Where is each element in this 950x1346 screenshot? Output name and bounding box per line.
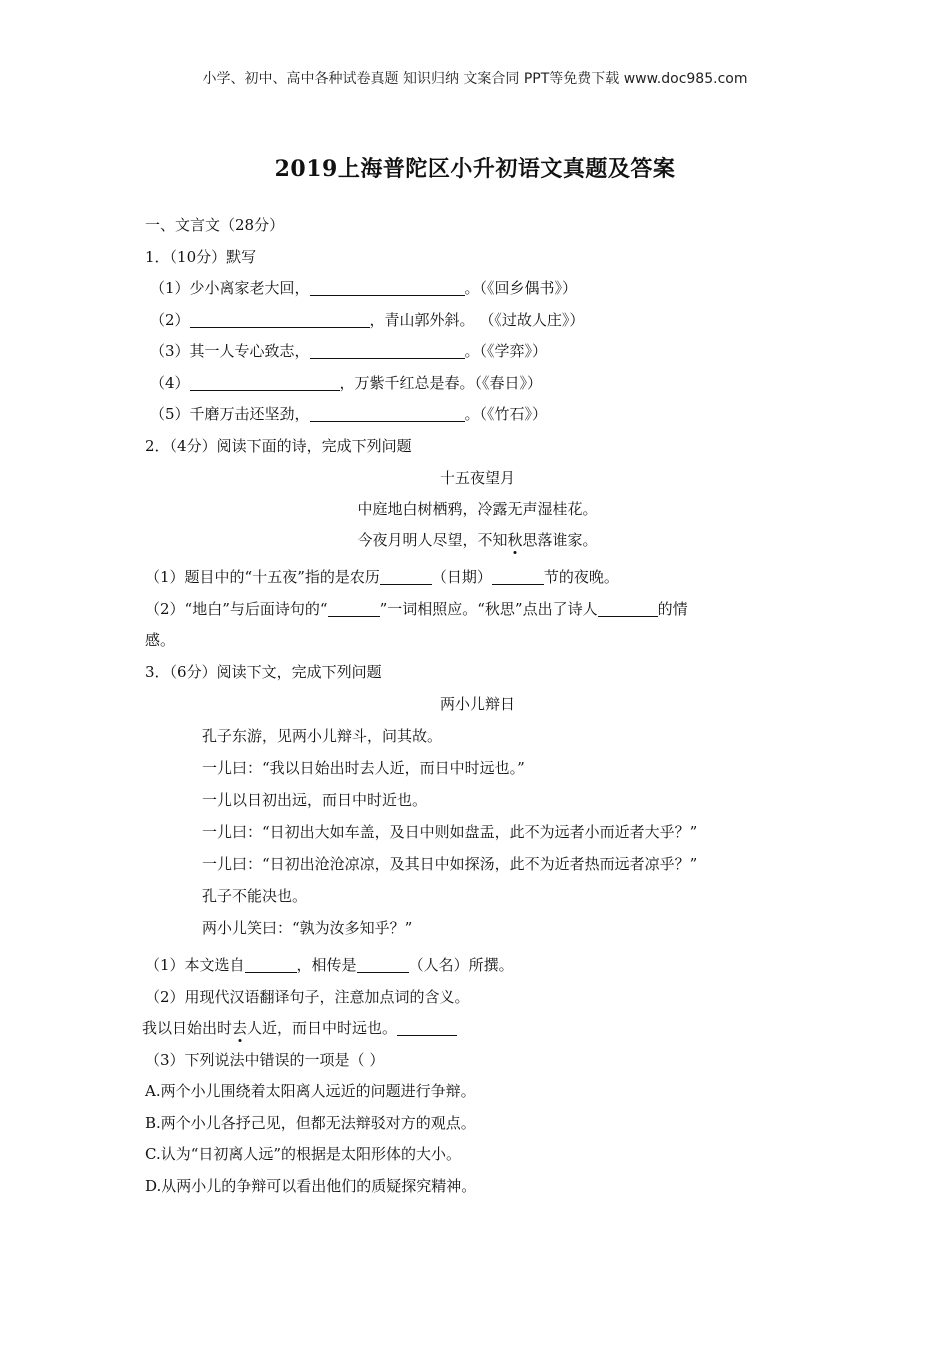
question-3-sub-2: （2）用现代汉语翻译句子，注意加点词的含义。 [145,987,470,1006]
question-1-heading: 1．（10分）默写 [145,247,257,266]
text-paragraph: 两小儿笑曰：“孰为汝多知乎？” [202,919,413,937]
text-paragraph: 孔子东游，见两小儿辩斗，问其故。 [202,727,443,745]
poem-text: 思落谁家。 [522,531,598,549]
emphasis-dot-char: 秋 [507,531,523,549]
question-3-sub-1 [145,950,810,982]
question-2-sub-2-cont: 感。 [145,631,176,649]
question-1-item-3 [145,336,810,368]
item-suffix: ，万紫千红总是春。（《春日》） [339,373,543,392]
answer-blank[interactable] [245,954,297,973]
item-prefix: （4） [150,373,190,392]
sentence-text: 我以日始出时 [142,1019,233,1037]
poem-title: 十五夜望月 [439,469,515,487]
answer-blank[interactable] [190,309,370,328]
question-3-heading: 3．（6分）阅读下文，完成下列问题 [145,662,382,681]
answer-blank[interactable] [380,566,432,585]
item-suffix: 。（《学弈》） [464,342,548,360]
question-2-sub-1 [145,562,810,594]
emphasis-dot-char: 去 [232,1019,248,1037]
text-title: 两小儿辩日 [439,695,515,713]
option-c[interactable]: C.认为“日初离人远”的根据是太阳形体的大小。 [145,1145,462,1163]
text-paragraph: 一儿曰：“日初出大如车盖，及日中则如盘盂，此不为远者小而近者大乎？” [202,823,698,841]
sub-text: （1）本文选自 [145,956,245,974]
item-prefix: （2） [150,310,190,329]
poem-line-1: 中庭地白树栖鸦，冷露无声湿桂花。 [357,500,598,518]
question-1-item-4 [145,368,810,400]
poem-line-2 [145,525,810,556]
sub-text: ，相传是 [296,956,357,974]
option-d[interactable]: D.从两小儿的争辩可以看出他们的质疑探究精神。 [145,1176,477,1195]
question-2-heading: 2．（4分）阅读下面的诗，完成下列问题 [145,436,412,455]
answer-blank[interactable] [357,954,409,973]
text-paragraph: 孔子不能决也。 [202,887,308,905]
sub-text: 节的夜晚。 [543,568,619,586]
question-1-item-2 [145,305,810,337]
question-3-sub-3: （3）下列说法中错误的一项是（ ） [145,1050,385,1069]
sub-text: （2）“地白”与后面诗句的“ [145,599,328,618]
exam-content [142,210,810,1202]
answer-blank[interactable] [397,1017,457,1036]
answer-blank[interactable] [190,372,340,391]
page-header: 小学、初中、高中各种试卷真题 知识归纳 文案合同 PPT等免费下载 www.doc985.com [202,71,748,87]
text-paragraph: 一儿以日初出远，而日中时近也。 [202,791,428,809]
option-a[interactable]: A.两个小儿围绕着太阳离人远近的问题进行争辩。 [145,1082,476,1100]
item-suffix: 。（《竹石》） [464,405,548,423]
question-2-sub-2 [145,594,810,626]
answer-blank[interactable] [492,566,544,585]
item-prefix: （1）少小离家老大回， [150,279,310,297]
option-b[interactable]: B.两个小儿各抒己见，但都无法辩驳对方的观点。 [145,1113,476,1132]
question-1-item-1 [145,273,810,305]
translation-sentence [142,1013,810,1045]
item-prefix: （5）千磨万击还坚劲， [150,405,310,423]
answer-blank[interactable] [310,403,465,422]
answer-blank[interactable] [598,598,658,617]
answer-blank[interactable] [328,598,380,617]
item-suffix: ，青山郭外斜。 （《过故人庄》） [369,310,585,329]
sub-text: （人名）所撰。 [408,956,514,974]
sub-text: （日期） [431,568,492,586]
text-paragraph: 一儿曰：“日初出沧沧凉凉，及其日中如探汤，此不为近者热而远者凉乎？” [202,855,698,873]
sub-text: 的情 [657,599,688,618]
page-title: 2019上海普陀区小升初语文真题及答案 [274,156,676,182]
answer-blank[interactable] [310,340,465,359]
text-paragraph: 一儿曰：“我以日始出时去人近，而日中时远也。” [202,759,525,777]
sub-text: （1）题目中的“十五夜”指的是农历 [145,568,380,586]
poem-text: 今夜月明人尽望，不知 [357,531,508,549]
sub-text: ”一词相照应。“秋思”点出了诗人 [379,599,598,618]
sentence-text: 人近，而日中时远也。 [247,1019,398,1037]
question-1-item-5 [145,399,810,431]
item-suffix: 。（《回乡偶书》） [464,279,578,297]
answer-blank[interactable] [310,277,465,296]
section-heading: 一、文言文（28分） [145,216,285,234]
item-prefix: （3）其一人专心致志， [150,342,310,360]
